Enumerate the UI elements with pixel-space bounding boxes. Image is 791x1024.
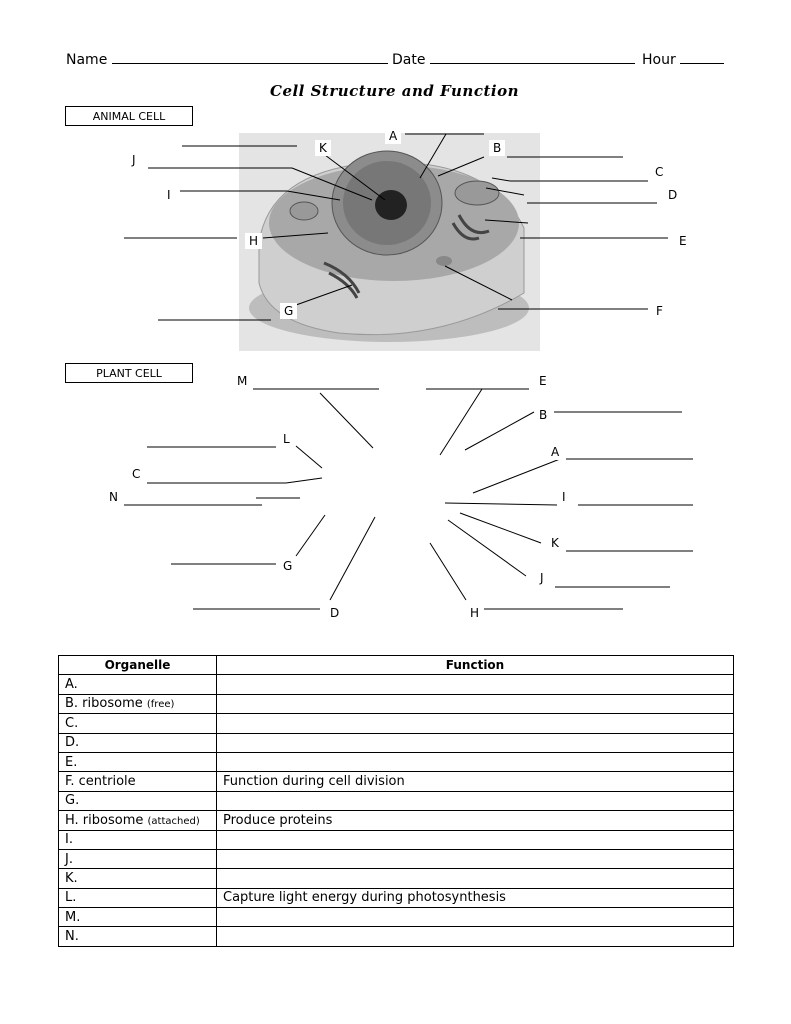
table-row [59, 791, 734, 810]
table-row [59, 830, 734, 849]
organelle-name: H. ribosome [65, 812, 144, 828]
plant-label-a: A [547, 444, 563, 460]
organelle-name: F. centriole [65, 774, 136, 790]
organelle-name: M. [65, 909, 81, 925]
table-header-row [59, 656, 734, 675]
function-cell[interactable] [217, 694, 734, 713]
plant-cell-illustration [251, 389, 563, 621]
animal-label-a: A [385, 128, 401, 144]
function-cell[interactable] [217, 675, 734, 694]
date-field-row [392, 49, 635, 68]
plant-cell-diagram [251, 389, 563, 621]
animal-label-k: K [315, 140, 331, 156]
organelle-cell [59, 772, 217, 791]
plant-label-j: J [536, 570, 548, 586]
table-row [59, 849, 734, 868]
name-label: Name [66, 52, 108, 68]
organelle-cell [59, 869, 217, 888]
date-label: Date [392, 52, 426, 68]
plant-label-d: D [326, 605, 343, 621]
organelle-cell [59, 733, 217, 752]
table-row [59, 772, 734, 791]
plant-label-c: C [128, 466, 144, 482]
date-blank[interactable] [430, 49, 635, 64]
hour-blank[interactable] [680, 49, 724, 64]
animal-label-i: I [163, 187, 175, 203]
function-cell[interactable]: Function during cell division [217, 772, 734, 791]
name-field-row [66, 49, 388, 68]
animal-label-j: J [128, 152, 140, 168]
table-row [59, 714, 734, 733]
table-body [59, 675, 734, 946]
animal-label-b: B [489, 140, 505, 156]
function-column-header: Function [217, 656, 734, 675]
name-blank[interactable] [112, 49, 388, 64]
organelle-name: A. [65, 677, 78, 693]
table-row [59, 927, 734, 946]
plant-cell-box-label: PLANT CELL [65, 363, 193, 383]
plant-label-g: G [279, 558, 296, 574]
function-cell[interactable] [217, 869, 734, 888]
table-row [59, 908, 734, 927]
plant-label-n: N [105, 489, 122, 505]
function-cell[interactable] [217, 849, 734, 868]
organelle-cell [59, 927, 217, 946]
animal-label-e: E [675, 233, 691, 249]
plant-label-m: M [233, 373, 251, 389]
organelle-cell [59, 849, 217, 868]
plant-label-k: K [547, 535, 563, 551]
organelle-name: C. [65, 715, 79, 731]
organelle-column-header: Organelle [59, 656, 217, 675]
organelle-name: K. [65, 870, 78, 886]
table-row [59, 811, 734, 830]
organelle-note: (attached) [147, 815, 200, 827]
table-row [59, 694, 734, 713]
function-cell[interactable] [217, 830, 734, 849]
table-row [59, 888, 734, 907]
table-row [59, 733, 734, 752]
function-cell[interactable] [217, 714, 734, 733]
organelle-cell [59, 908, 217, 927]
organelle-name: E. [65, 754, 78, 770]
organelle-cell [59, 752, 217, 771]
organelle-cell [59, 714, 217, 733]
hour-label: Hour [642, 52, 676, 68]
hour-field-row [642, 49, 724, 68]
organelle-cell [59, 694, 217, 713]
animal-label-g: G [280, 303, 297, 319]
function-cell[interactable]: Produce proteins [217, 811, 734, 830]
table-row [59, 752, 734, 771]
plant-label-e: E [535, 373, 551, 389]
function-cell[interactable] [217, 752, 734, 771]
function-cell[interactable] [217, 733, 734, 752]
organelle-name: G. [65, 793, 80, 809]
animal-label-h: H [245, 233, 262, 249]
function-cell[interactable] [217, 908, 734, 927]
organelle-name: B. ribosome [65, 696, 143, 712]
plant-label-l: L [279, 431, 294, 447]
plant-label-h: H [466, 605, 483, 621]
organelle-note: (free) [146, 699, 175, 711]
animal-label-c: C [651, 164, 667, 180]
animal-cell-box-label: ANIMAL CELL [65, 106, 193, 126]
function-cell[interactable] [217, 791, 734, 810]
animal-label-d: D [664, 187, 681, 203]
function-cell[interactable] [217, 927, 734, 946]
plant-label-b: B [535, 407, 551, 423]
organelle-cell [59, 811, 217, 830]
function-cell[interactable]: Capture light energy during photosynthesis [217, 888, 734, 907]
page-title: Cell Structure and Function [270, 82, 520, 100]
organelle-cell [59, 791, 217, 810]
organelle-name: L. [65, 890, 77, 906]
organelle-cell [59, 888, 217, 907]
organelle-cell [59, 675, 217, 694]
animal-label-f: F [652, 303, 667, 319]
plant-label-i: I [558, 489, 570, 505]
organelle-name: J. [65, 851, 73, 867]
table-row [59, 869, 734, 888]
organelle-name: N. [65, 929, 79, 945]
table-row [59, 675, 734, 694]
organelle-cell [59, 830, 217, 849]
organelle-name: I. [65, 832, 73, 848]
organelle-name: D. [65, 735, 80, 751]
organelle-function-table [58, 655, 734, 947]
